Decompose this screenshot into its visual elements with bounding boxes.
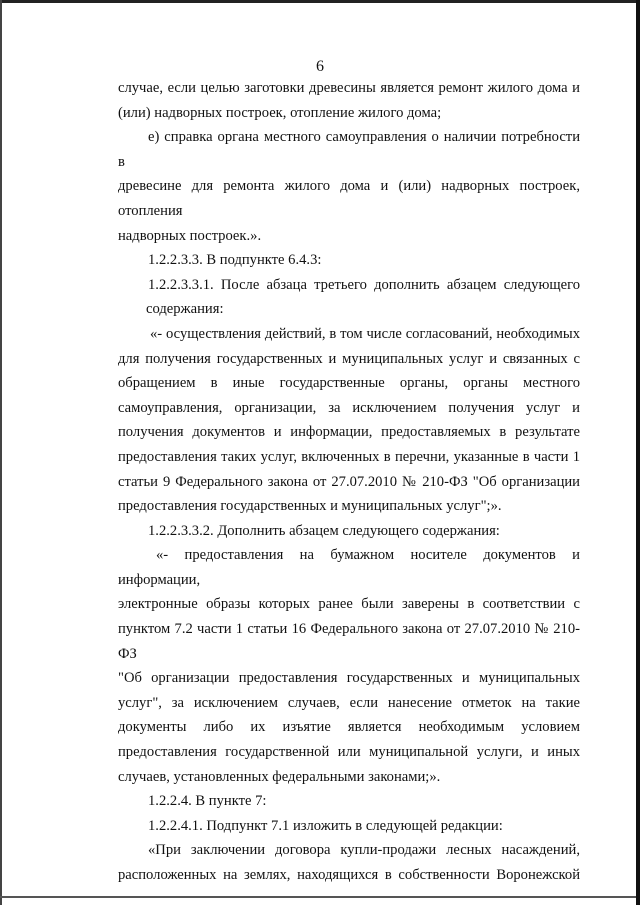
text-line: обращением в иные государственные органы, органы местного bbox=[118, 375, 580, 392]
text-line: «- предоставления на бумажном носителе документов и информации, bbox=[118, 547, 580, 588]
text-line: 1.2.2.3.3. В подпункте 6.4.3: bbox=[148, 252, 322, 269]
page-border-right bbox=[636, 0, 640, 905]
text-line: надворных построек.». bbox=[118, 227, 262, 244]
text-line: «- осуществления действий, в том числе согласований, необходимых bbox=[150, 325, 580, 342]
text-line: е) справка органа местного самоуправления о наличии потребности в bbox=[118, 129, 580, 170]
page-border-left bbox=[0, 0, 2, 905]
text-line: древесине для ремонта жилого дома и (или) надворных построек, отопления bbox=[118, 178, 580, 219]
text-line: самоуправления, организации, за исключением получения услуг и bbox=[118, 399, 580, 416]
text-line: случаев, установленных федеральными законами;». bbox=[118, 768, 441, 785]
text-line: предоставления государственной или муниципальной услуги, и иных bbox=[118, 744, 580, 761]
text-line: электронные образы которых ранее были заверены в соответствии с bbox=[118, 596, 580, 613]
text-line: расположенных на землях, находящихся в собственности Воронежской bbox=[118, 867, 580, 883]
text-line: документы либо их изъятие является необходимым условием bbox=[118, 719, 580, 736]
text-line: «При заключении договора купли-продажи лесных насаждений, bbox=[148, 842, 580, 859]
text-line: "Об организации предоставления государственных и муниципальных bbox=[118, 670, 580, 687]
text-line: пунктом 7.2 части 1 статьи 16 Федерального закона от 27.07.2010 № 210-ФЗ bbox=[118, 621, 580, 662]
text-line: содержания: bbox=[146, 301, 224, 318]
text-line: для получения государственных и муниципальных услуг и связанных с bbox=[118, 350, 580, 367]
text-line: получения документов и информации, предоставляемых в результате bbox=[118, 424, 580, 441]
text-line: 1.2.2.3.3.2. Дополнить абзацем следующего содержания: bbox=[148, 522, 500, 539]
page-number: 6 bbox=[316, 58, 324, 75]
text-line: 1.2.2.4.1. Подпункт 7.1 изложить в следующей редакции: bbox=[148, 817, 503, 834]
text-line: 1.2.2.4. В пункте 7: bbox=[148, 793, 267, 810]
text-line: статьи 9 Федерального закона от 27.07.2010 № 210-ФЗ "Об организации bbox=[118, 473, 580, 490]
text-line: (или) надворных построек, отопление жилого дома; bbox=[118, 104, 442, 121]
text-line: предоставления таких услуг, включенных в перечни, указанные в части 1 bbox=[118, 448, 580, 465]
document-body bbox=[118, 76, 580, 888]
text-line: случае, если целью заготовки древесины является ремонт жилого дома и bbox=[118, 80, 580, 96]
text-line: 1.2.2.3.3.1. После абзаца третьего дополнить абзацем следующего bbox=[148, 276, 580, 293]
page-border-bottom bbox=[0, 896, 640, 898]
page-border-top bbox=[0, 0, 640, 3]
text-line: услуг", за исключением случаев, если нанесение отметок на такие bbox=[118, 694, 580, 711]
text-line: предоставления государственных и муниципальных услуг";». bbox=[118, 498, 502, 515]
